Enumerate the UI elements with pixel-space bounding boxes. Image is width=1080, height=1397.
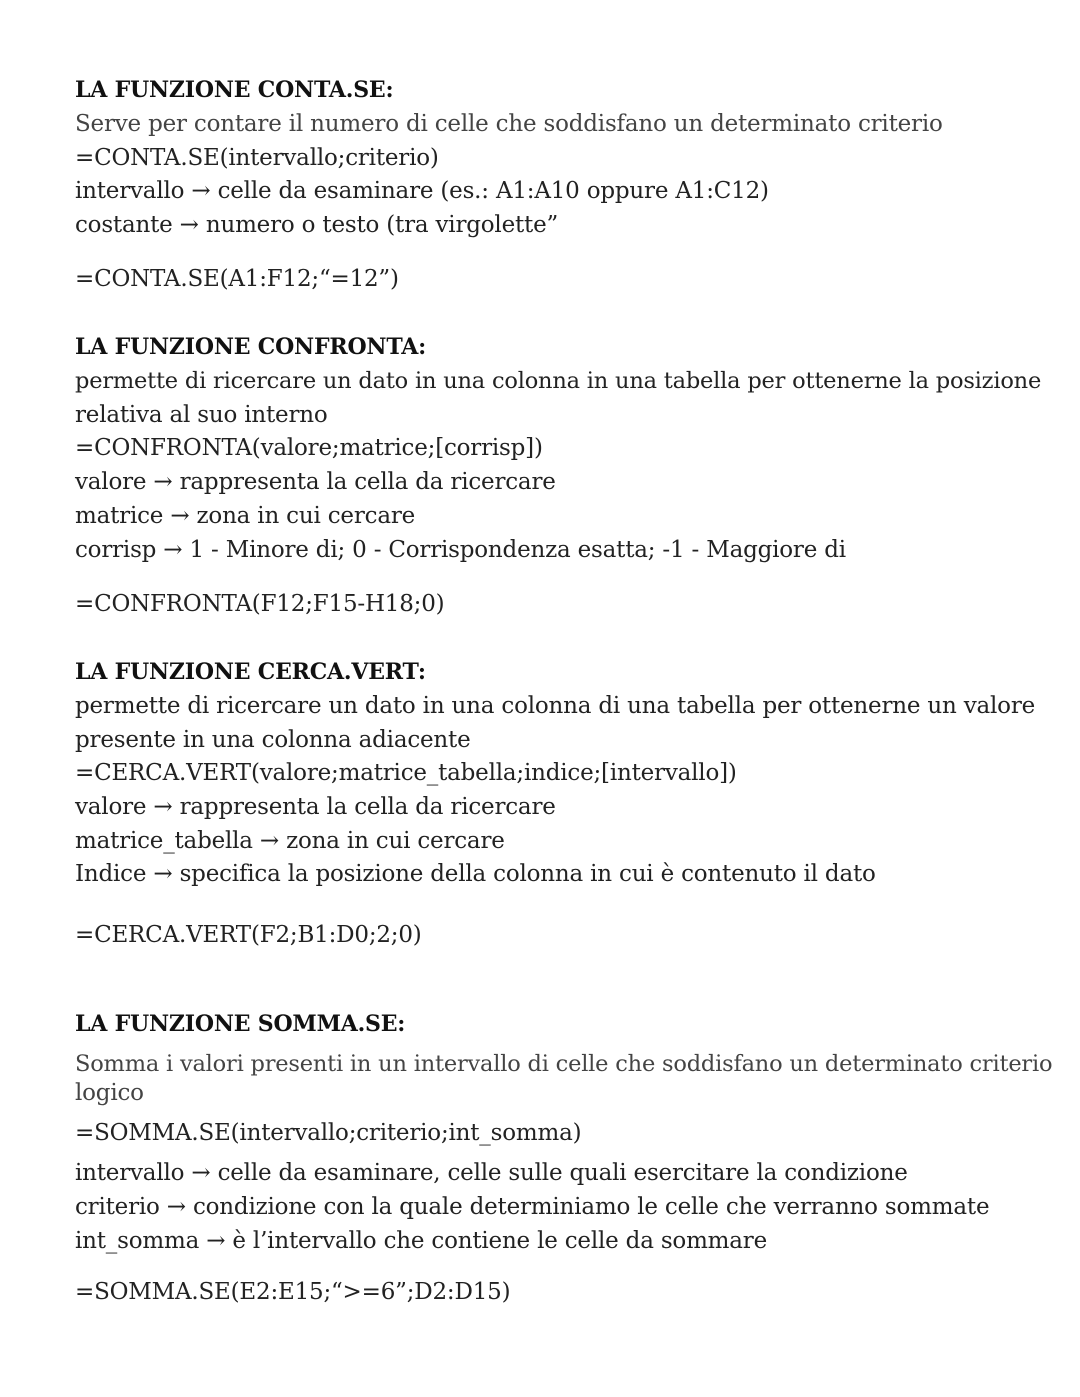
section-heading-cerca-vert: LA FUNZIONE CERCA.VERT: [75, 659, 426, 685]
example-formula: =CONTA.SE(A1:F12;“=12”) [75, 266, 399, 292]
description-line: relativa al suo interno [75, 402, 328, 428]
argument-line: costante → numero o testo (tra virgolette” [75, 212, 559, 238]
argument-line: valore → rappresenta la cella da ricercare [75, 469, 556, 495]
argument-line: criterio → condizione con la quale determiniamo le celle che verranno sommate [75, 1194, 990, 1220]
syntax-line: =CONTA.SE(intervallo;criterio) [75, 145, 439, 171]
description-line: logico [75, 1080, 144, 1106]
description-line: presente in una colonna adiacente [75, 727, 471, 753]
section-heading-somma-se: LA FUNZIONE SOMMA.SE: [75, 1011, 406, 1037]
example-formula: =CONFRONTA(F12;F15-H18;0) [75, 591, 445, 617]
section-heading-confronta: LA FUNZIONE CONFRONTA: [75, 334, 427, 360]
argument-line: int_somma → è l’intervallo che contiene le celle da sommare [75, 1228, 768, 1254]
description-line: permette di ricercare un dato in una colonna di una tabella per ottenerne un valore [75, 693, 1036, 719]
section-heading-conta-se: LA FUNZIONE CONTA.SE: [75, 77, 394, 103]
description-line: Serve per contare il numero di celle che soddisfano un determinato criterio [75, 111, 943, 137]
example-formula: =SOMMA.SE(E2:E15;“>=6”;D2:D15) [75, 1279, 511, 1305]
description-line: Somma i valori presenti in un intervallo di celle che soddisfano un determinato criterio [75, 1051, 1053, 1077]
description-line: permette di ricercare un dato in una colonna in una tabella per ottenerne la posizione [75, 368, 1042, 394]
argument-line: valore → rappresenta la cella da ricercare [75, 794, 556, 820]
syntax-line: =CERCA.VERT(valore;matrice_tabella;indice;[intervallo]) [75, 760, 737, 786]
argument-line: matrice → zona in cui cercare [75, 503, 416, 529]
syntax-line: =CONFRONTA(valore;matrice;[corrisp]) [75, 435, 543, 461]
argument-line: intervallo → celle da esaminare, celle sulle quali esercitare la condizione [75, 1160, 908, 1186]
syntax-line: =SOMMA.SE(intervallo;criterio;int_somma) [75, 1120, 582, 1146]
example-formula: =CERCA.VERT(F2;B1:D0;2;0) [75, 922, 422, 948]
argument-line: intervallo → celle da esaminare (es.: A1:A10 oppure A1:C12) [75, 178, 769, 204]
argument-line: matrice_tabella → zona in cui cercare [75, 828, 505, 854]
argument-line: corrisp → 1 - Minore di; 0 - Corrispondenza esatta; -1 - Maggiore di [75, 537, 846, 563]
argument-line: Indice → specifica la posizione della colonna in cui è contenuto il dato [75, 861, 876, 887]
